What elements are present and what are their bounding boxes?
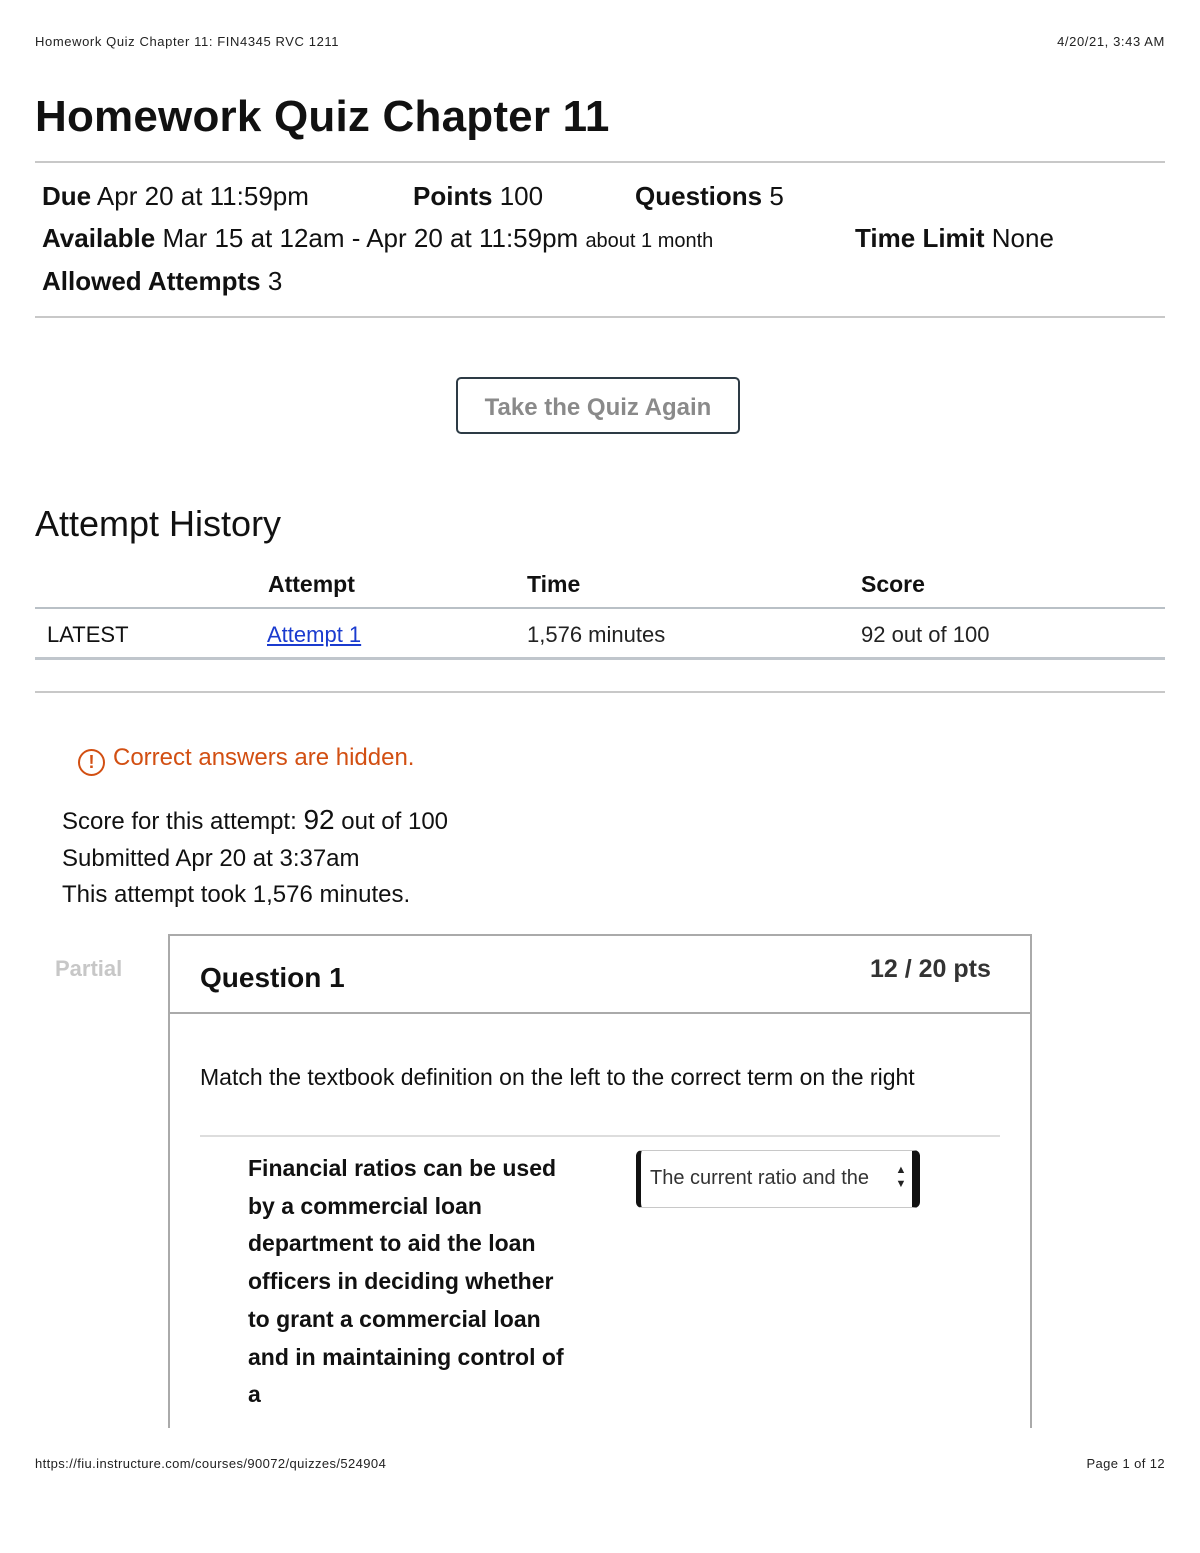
print-header-datetime: 4/20/21, 3:43 AM [1057, 34, 1165, 49]
column-header-time: Time [527, 571, 581, 597]
correct-answers-hidden-notice [78, 744, 414, 776]
available-meta [42, 223, 713, 254]
meta-divider [35, 316, 1165, 318]
questions-label: Questions [635, 181, 763, 211]
questions-value: 5 [769, 181, 784, 211]
points-value: 100 [499, 181, 544, 211]
score-prefix: Score for this attempt: [62, 808, 297, 835]
points-label: Points [413, 181, 493, 211]
due-label: Due [42, 181, 92, 211]
attempt-duration-line: This attempt took 1,576 minutes. [62, 881, 411, 908]
attempt-score-line [62, 804, 448, 836]
attempt-history-title: Attempt History [35, 503, 282, 544]
alert-circle-icon: ! [78, 749, 105, 776]
time-limit-label: Time Limit [855, 223, 985, 253]
partial-credit-tag: Partial [55, 956, 123, 981]
available-label: Available [42, 223, 156, 253]
score-value: 92 [303, 804, 335, 835]
match-definition: Financial ratios can be used by a commercial loan department to aid the loan officers in deciding whether to grant a commercial loan and in maintaining control of a [248, 1155, 564, 1408]
allowed-attempts-label: Allowed Attempts [42, 266, 261, 296]
time-limit-meta [855, 223, 1054, 254]
attempt-status: LATEST [47, 622, 129, 647]
match-answer-select[interactable] [636, 1150, 920, 1208]
print-header-title: Homework Quiz Chapter 11: FIN4345 RVC 1211 [35, 34, 340, 49]
selected-answer: The current ratio and the [650, 1167, 870, 1189]
table-bottom-divider [35, 657, 1165, 660]
due-value: Apr 20 at 11:59pm [96, 181, 309, 211]
page-title: Homework Quiz Chapter 11 [35, 92, 610, 141]
questions-meta [635, 181, 784, 212]
allowed-attempts-value: 3 [267, 266, 283, 296]
question-header-divider [168, 1012, 1032, 1014]
print-footer-url: https://fiu.instructure.com/courses/90072/quizzes/524904 [35, 1456, 387, 1471]
question-divider [200, 1135, 1000, 1137]
print-footer [35, 1456, 1165, 1471]
attempt-score: 92 out of 100 [861, 622, 990, 647]
page-number: Page 1 of 12 [1086, 1456, 1165, 1471]
notice-text: Correct answers are hidden. [113, 744, 415, 771]
points-meta [413, 181, 543, 212]
attempt-time: 1,576 minutes [527, 622, 666, 647]
column-header-score: Score [861, 571, 925, 597]
submitted-line: Submitted Apr 20 at 3:37am [62, 845, 360, 872]
time-limit-value: None [991, 223, 1054, 253]
column-header-attempt: Attempt [268, 571, 355, 597]
available-duration: about 1 month [585, 230, 714, 252]
quiz-meta-row-1 [42, 181, 309, 212]
table-header-divider [35, 607, 1165, 609]
attempt-1-link[interactable]: Attempt 1 [267, 622, 362, 647]
available-value: Mar 15 at 12am - Apr 20 at 11:59pm [162, 223, 579, 253]
question-title: Question 1 [200, 962, 345, 993]
attempts-meta [42, 266, 282, 297]
question-points: 12 / 20 pts [870, 955, 991, 983]
score-suffix: out of 100 [341, 808, 449, 835]
header-divider [35, 161, 1165, 163]
section-divider [35, 691, 1165, 693]
question-prompt: Match the textbook definition on the left to the correct term on the right [200, 1064, 915, 1090]
up-down-arrows-icon: ▲ ▼ [895, 1164, 907, 1190]
take-quiz-again-button[interactable]: Take the Quiz Again [456, 377, 740, 434]
print-header [35, 34, 1165, 49]
